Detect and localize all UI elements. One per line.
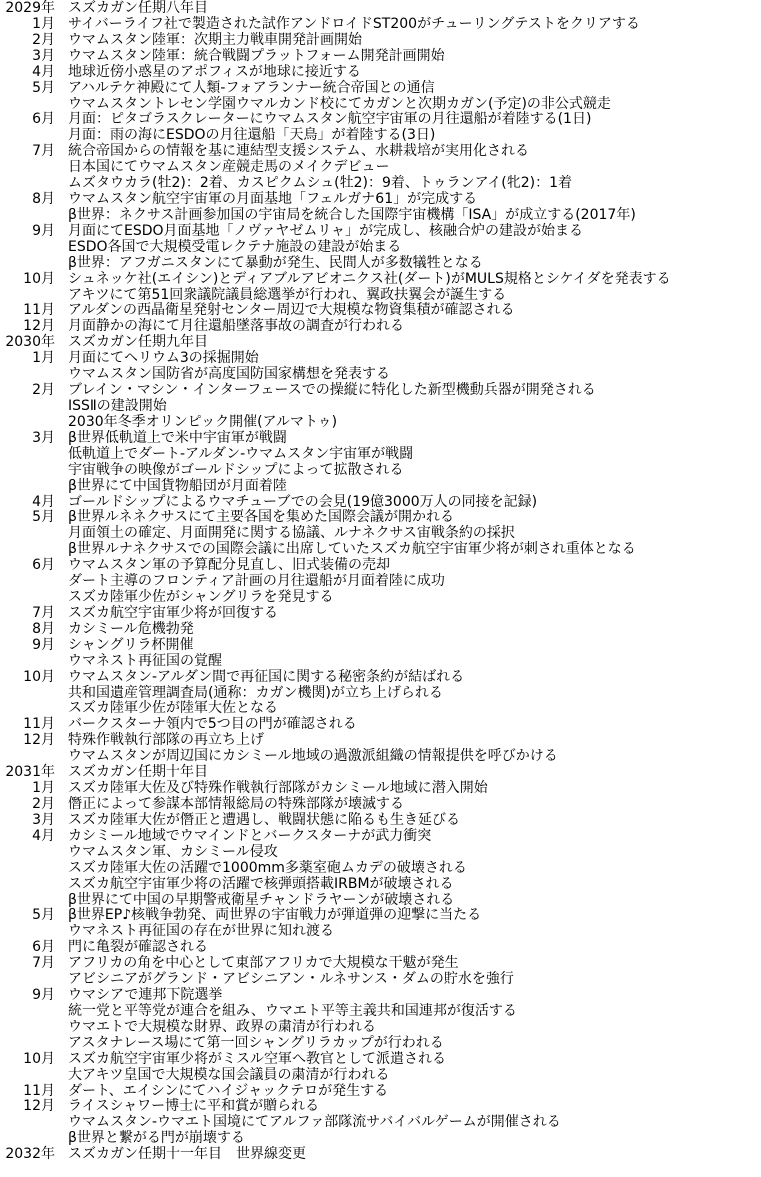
month-label: 3月 [32,47,55,64]
month-label: 1月 [32,15,55,32]
timeline-row [0,637,761,653]
event-text: ライスシャワー博士に平和賞が贈られる [68,1098,320,1115]
event-text: ウマムスタン-アルダン間で再征国に関する秘密条約が結ばれる [68,668,465,685]
event-text: ウマムスタン軍の予算配分見直し、旧式装備の売却 [68,557,390,574]
event-text: 大アキツ皇国で大規模な国会議員の粛清が行われる [68,1066,390,1083]
timeline-row [0,1067,761,1083]
timeline-row [0,732,761,748]
timeline-row [0,175,761,191]
timeline-row [0,366,761,382]
event-text: スズカガン任期十一年目 世界線変更 [68,1146,306,1163]
event-text: ISSⅡの建設開始 [68,398,167,414]
timeline-row [0,1130,761,1146]
event-text: アキツにて第51回衆議院議員総選挙が行われ、翼政扶翼会が誕生する [68,286,507,303]
event-text: 門に亀裂が確認される [68,939,208,956]
event-text: 月面：雨の海にESDOの月往還船「天鳥」が着陸する(3日) [68,127,436,144]
timeline-row [0,334,761,350]
timeline-row [0,382,761,398]
event-text: ウマムスタンが周辺国にカシミール地域の過激派組織の情報提供を呼びかける [68,748,558,765]
month-label: 7月 [32,955,55,972]
event-text: ダート、エイシンにてハイジャックテロが発生する [68,1082,389,1099]
timeline-row [0,239,761,255]
event-text: 月面静かの海にて月往還船墜落事故の調査が行われる [68,318,404,335]
event-text: ウマムスタン航空宇宙軍の月面基地「フェルガナ61」が完成する [68,191,478,208]
year-label: 2032年 [5,1146,55,1163]
event-text: 統合帝国からの情報を基に連結型支援システム、水耕栽培が実用化される [68,143,530,160]
event-text: アハルテケ神殿にて人類-フォアランナー統合帝国との通信 [68,79,435,96]
event-text: アビシニアがグランド・アビシニアン・ルネサンス・ダムの貯水を強行 [68,971,514,988]
event-text: 僭正によって参謀本部情報総局の特殊部隊が壊滅する [68,796,404,812]
timeline-row [0,621,761,637]
event-text: 共和国遺産管理調査局(通称：カガン機関)が立ち上げられる [68,684,443,701]
month-label: 6月 [32,111,55,128]
timeline-row [0,860,761,876]
event-text: β世界：ネクサス計画参加国の宇宙局を統合した国際宇宙機構「ISA」が成立する(2017年) [68,206,636,223]
event-text: ウマエトで大規模な財界、政界の粛清が行われる [68,1018,376,1035]
timeline-row [0,700,761,716]
timeline-row [0,398,761,414]
timeline-row [0,462,761,478]
event-text: スズカ航空宇宙軍少将がミスル空軍へ教官として派遣される [68,1050,446,1067]
event-text: スズカガン任期九年目 [68,334,208,351]
event-text: ダート主導のフロンティア計画の月往還船が月面着陸に成功 [68,573,445,590]
timeline-row [0,1003,761,1019]
timeline-row [0,32,761,48]
year-label: 2029年 [5,0,55,16]
month-label: 12月 [23,732,55,749]
event-text: シュネッケ社(エイシン)とディアブルアビオニクス社(ダート)がMULS規格とシケイダを発表する [68,270,671,287]
month-label: 2月 [32,31,55,48]
month-label: 11月 [23,302,55,319]
event-text: 地球近傍小惑星のアポフィスが地球に接近する [68,63,361,80]
event-text: ウマネスト再征国の存在が世界に知れ渡る [68,923,334,940]
event-text: 月面にてESDO月面基地「ノヴァヤゼムリャ」が完成し、核融合炉の建設が始まる [68,222,583,239]
month-label: 10月 [23,270,55,287]
timeline-row [0,1146,761,1162]
timeline-row [0,764,761,780]
month-label: 10月 [23,1050,55,1067]
event-text: β世界EP♪核戦争勃発、両世界の宇宙戦力が弾道弾の迎撃に当たる [68,907,482,924]
event-text: カシミール地域でウマインドとバークスターナが武力衝突 [68,827,432,844]
event-text: β世界と繋がる門が崩壊する [68,1130,245,1147]
event-text: スズカガン任期十年目 [68,764,208,781]
event-text: ウマムスタン-ウマエト国境にてアルファ部隊流サバイバルゲームが開催される [68,1114,561,1131]
event-text: スズカ陸軍大佐の活躍で1000mm多薬室砲ムカデの破壊される [68,859,467,876]
timeline-row [0,1019,761,1035]
event-text: β世界：アフガニスタンにて暴動が発生、民間人が多数犠牲となる [68,254,483,271]
timeline-row [0,1114,761,1130]
month-label: 1月 [32,350,55,367]
month-label: 7月 [32,604,55,621]
month-label: 12月 [23,1098,55,1115]
month-label: 3月 [32,811,55,828]
timeline-row [0,923,761,939]
timeline-row [0,80,761,96]
event-text: ウマムスタン国防省が高度国防国家構想を発表する [68,366,390,383]
timeline-row [0,191,761,207]
timeline-row [0,939,761,955]
month-label: 2月 [32,382,55,399]
month-label: 8月 [32,620,55,637]
event-text: スズカ陸軍大佐が僭正と遭遇し、戦闘状態に陥るも生き延びる [68,811,460,828]
timeline-row [0,955,761,971]
month-label: 8月 [32,191,55,208]
timeline-row [0,430,761,446]
timeline-row [0,844,761,860]
month-label: 5月 [32,509,55,526]
timeline-row [0,271,761,287]
event-text: スズカガン任期八年目 [68,0,208,16]
event-text: 月面にてヘリウム3の採掘開始 [68,350,259,367]
event-text: β世界低軌道上で米中宇宙軍が戦闘 [68,429,287,446]
timeline-row [0,828,761,844]
timeline-row [0,96,761,112]
event-text: 月面領土の確定、月面開発に関する協議、ルナネクサス宙戦条約の採択 [68,525,515,542]
timeline-row [0,127,761,143]
timeline-row [0,605,761,621]
timeline-row [0,1083,761,1099]
event-text: スズカ陸軍少佐がシャングリラを発見する [68,589,334,606]
event-text: ウマムスタン陸軍：統合戦闘プラットフォーム開発計画開始 [68,47,445,64]
timeline-row [0,685,761,701]
timeline-row [0,971,761,987]
event-text: カシミール危機勃発 [68,620,194,637]
event-text: スズカ陸軍大佐及び特殊作戦執行部隊がカシミール地域に潜入開始 [68,780,488,797]
month-label: 1月 [32,780,55,797]
event-text: スズカ航空宇宙軍少将の活躍で核弾頭搭載IRBMが破壊される [68,875,454,892]
timeline-row [0,907,761,923]
month-label: 6月 [32,939,55,956]
timeline-row [0,414,761,430]
event-text: 宇宙戦争の映像がゴールドシップによって拡散される [68,461,404,478]
event-text: 特殊作戦執行部隊の再立ち上げ [68,732,264,749]
timeline-row [0,812,761,828]
event-text: β世界ルネネクサスにて主要各国を集めた国際会議が開かれる [68,509,454,526]
event-text: β世界にて中国貨物船団が月面着陸 [68,477,287,494]
timeline-row [0,525,761,541]
event-text: ウマムスタントレセン学園ウマルカンド校にてカガンと次期カガン(予定)の非公式競走 [68,95,611,112]
event-text: サイバーライフ社で製造された試作アンドロイドST200がチューリングテストをクリアする [68,15,640,32]
event-text: 月面：ピタゴラスクレーターにウマムスタン航空宇宙軍の月往還船が着陸する(1日) [68,111,592,128]
timeline-row [0,111,761,127]
event-text: アルダンの西晶衛星発射センター周辺で大規模な物資集積が確認される [68,302,515,319]
timeline-row [0,653,761,669]
event-text: シャングリラ杯開催 [68,636,194,653]
timeline-row [0,350,761,366]
month-label: 4月 [32,493,55,510]
month-label: 12月 [23,318,55,335]
timeline-row [0,64,761,80]
event-text: 統一党と平等党が連合を組み、ウマエト平等主義共和国連邦が復活する [68,1002,517,1019]
timeline-row [0,557,761,573]
month-label: 11月 [23,716,55,733]
timeline-row [0,0,761,16]
event-text: ゴールドシップによるウマチューブでの会見(19億3000万人の同接を記録) [68,493,538,510]
timeline-row [0,446,761,462]
timeline-row [0,573,761,589]
timeline-row [0,287,761,303]
timeline-row [0,223,761,239]
timeline-row [0,796,761,812]
event-text: 2030年冬季オリンピック開催(アルマトゥ) [68,413,338,430]
event-text: バークスターナ領内で5つ目の門が確認される [68,716,357,733]
year-label: 2030年 [5,334,55,351]
timeline-row [0,318,761,334]
month-label: 9月 [32,636,55,653]
month-label: 9月 [32,987,55,1004]
year-label: 2031年 [5,764,55,781]
event-text: ウマシアで連邦下院選挙 [68,987,223,1004]
month-label: 6月 [32,557,55,574]
timeline-row [0,541,761,557]
timeline-row [0,876,761,892]
event-text: β世界にて中国の早期警戒衛星チャンドラヤーンが破壊される [68,891,455,908]
event-text: 日本国にてウマムスタン産競走馬のメイクデビュー [68,159,390,176]
timeline-row [0,987,761,1003]
timeline-row [0,207,761,223]
month-label: 11月 [23,1082,55,1099]
timeline-row [0,494,761,510]
event-text: ブレイン・マシン・インターフェースでの操縦に特化した新型機動兵器が開発される [68,382,596,399]
event-text: ウマムスタン軍、カシミール侵攻 [68,843,278,860]
event-text: スズカ陸軍少佐が陸軍大佐となる [68,700,278,717]
timeline-row [0,1051,761,1067]
month-label: 10月 [23,668,55,685]
timeline-row [0,16,761,32]
timeline-row [0,478,761,494]
timeline-row [0,159,761,175]
timeline-row [0,509,761,525]
month-label: 5月 [32,907,55,924]
month-label: 5月 [32,79,55,96]
event-text: アフリカの角を中心として東部アフリカで大規模な干魃が発生 [68,955,459,972]
month-label: 3月 [32,429,55,446]
month-label: 4月 [32,63,55,80]
timeline-row [0,255,761,271]
month-label: 7月 [32,143,55,160]
event-text: β世界ルナネクサスでの国際会議に出席していたスズカ航空宇宙軍少将が刺され重体となる [68,541,636,558]
timeline-row [0,589,761,605]
event-text: 低軌道上でダート-アルダン-ウマムスタン宇宙軍が戦闘 [68,445,414,462]
event-text: アスタナレース場にて第一回シャングリラカップが行われる [68,1034,444,1051]
timeline-row [0,716,761,732]
timeline-row [0,48,761,64]
event-text: ESDO各国で大規模受電レクテナ施設の建設が始まる [68,238,402,255]
timeline-row [0,892,761,908]
timeline-row [0,302,761,318]
timeline-row [0,780,761,796]
timeline-row [0,748,761,764]
timeline-row [0,1098,761,1114]
event-text: ウマムスタン陸軍：次期主力戦車開発計画開始 [68,31,362,48]
month-label: 9月 [32,222,55,239]
timeline-row [0,1035,761,1051]
event-text: ムズタウカラ(牡2)：2着、カスピクムシュ(牡2)：9着、トゥランアイ(牝2)：1着 [68,175,573,192]
event-text: ウマネスト再征国の覚醒 [68,652,222,669]
month-label: 4月 [32,827,55,844]
timeline-row [0,143,761,159]
month-label: 2月 [32,796,55,812]
event-text: スズカ航空宇宙軍少将が回復する [68,604,278,621]
timeline-row [0,669,761,685]
